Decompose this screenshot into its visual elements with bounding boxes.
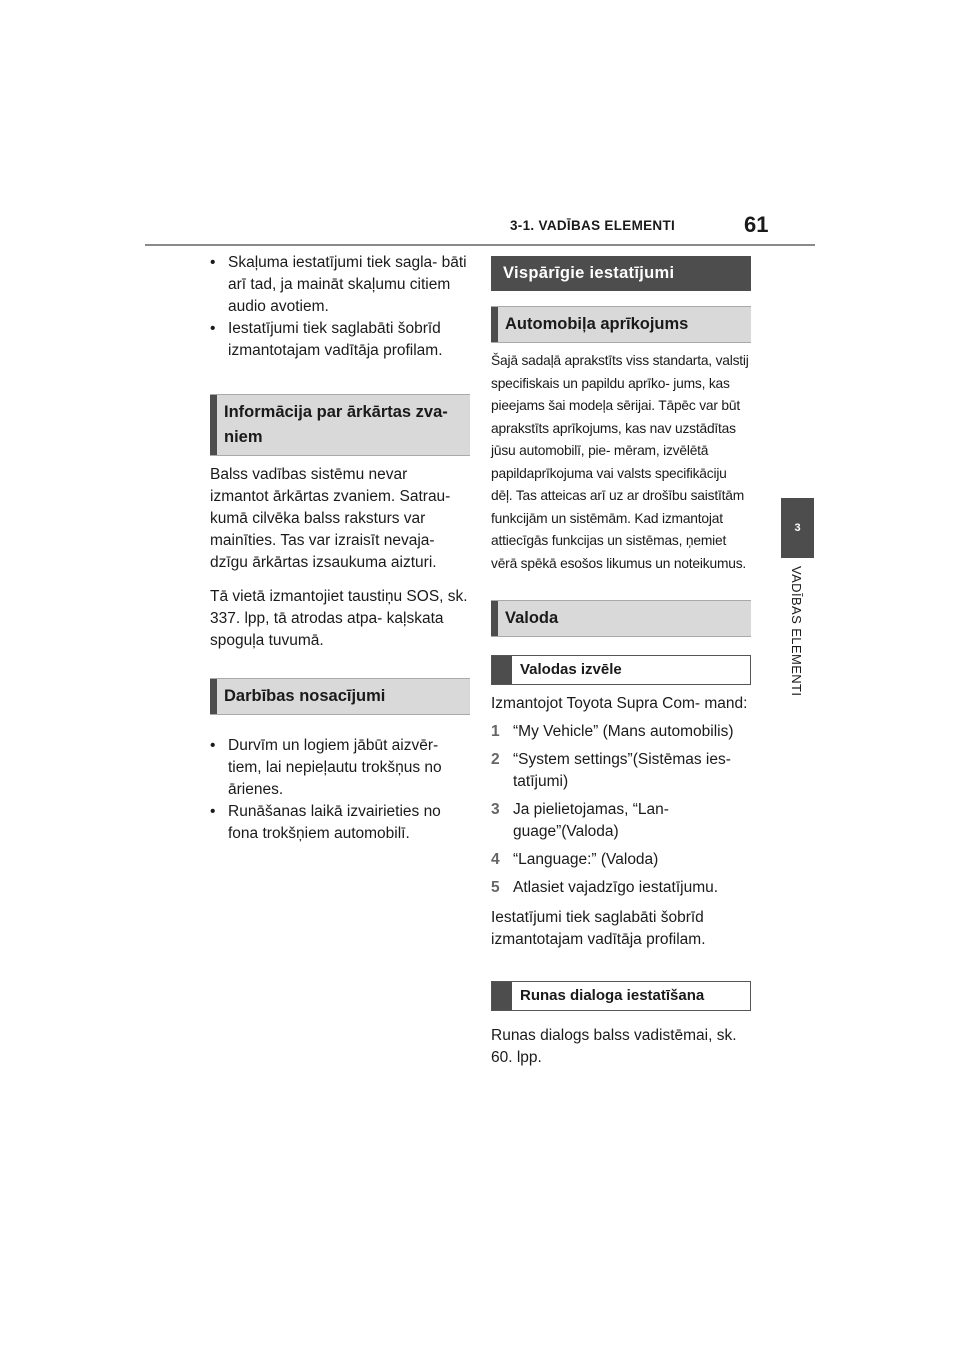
step-number: 3 [491, 801, 500, 818]
step-number: 5 [491, 879, 500, 896]
step-item [491, 721, 751, 743]
page-number: 61 [744, 212, 769, 237]
general-settings-heading-text: Vispārīgie iestatījumi [503, 264, 675, 282]
step-item [491, 849, 751, 871]
conditions-list [210, 735, 470, 845]
header-divider [145, 244, 815, 246]
step-number: 4 [491, 851, 500, 868]
list-item: • Runāšanas laikā izvairieties no fona trokšņiem automobilī. [210, 801, 470, 845]
step-text: “My Vehicle” (Mans automobilis) [513, 723, 734, 740]
sos-paragraph: Tā vietā izmantojiet taustiņu SOS, sk. 337. lpp, tā atrodas atpa- kaļskata spoguļa tuvumā. [210, 588, 468, 649]
step-text: Atlasiet vajadzīgo iestatījumu. [513, 879, 719, 896]
emergency-paragraph: Balss vadības sistēmu nevar izmantot ārkārtas zvaniem. Satrau- kumā cilvēka balss raksturs var mainīties. Tas var izraisīt nevaja- dzīgu ārkārtas izsaukuma aizturi. [210, 466, 451, 571]
volume-notes-list [210, 252, 470, 362]
language-selection-heading [491, 655, 751, 685]
chapter-side-label: VADĪBAS ELEMENTI [789, 566, 804, 697]
chapter-tab [781, 498, 814, 558]
step-number: 2 [491, 751, 500, 768]
step-text: Ja pielietojamas, “Lan- guage”(Valoda) [513, 801, 669, 840]
list-item: • Durvīm un logiem jābūt aizvēr- tiem, lai nepieļautu trokšņus no ārienes. [210, 735, 470, 801]
emergency-heading-text: Informācija par ārkārtas zva- niem [224, 403, 448, 446]
step-number: 1 [491, 723, 500, 740]
language-heading-text: Valoda [505, 609, 559, 627]
dialog-paragraph: Runas dialogs balss vadistēmai, sk. 60. lpp. [491, 1027, 737, 1066]
equipment-heading [491, 306, 751, 343]
dialog-settings-heading [491, 981, 751, 1011]
header-section-title: 3-1. VADĪBAS ELEMENTI [510, 218, 676, 233]
right-column [491, 256, 751, 1069]
list-item: • Skaļuma iestatījumi tiek sagla- bāti arī tad, ja maināt skaļumu citiem audio avotiem. [210, 252, 470, 318]
language-steps [491, 721, 751, 899]
language-selection-heading-text: Valodas izvēle [520, 661, 622, 678]
conditions-heading-text: Darbības nosacījumi [224, 687, 386, 705]
step-text: “Language:” (Valoda) [513, 851, 659, 868]
emergency-heading [210, 394, 470, 456]
conditions-heading [210, 678, 470, 715]
step-item [491, 749, 751, 793]
language-note: Iestatījumi tiek saglabāti šobrīd izmantotajam vadītāja profilam. [491, 909, 706, 948]
language-heading [491, 600, 751, 637]
language-intro: Izmantojot Toyota Supra Com- mand: [491, 695, 748, 712]
step-text: “System settings”(Sistēmas ies- tatījumi) [513, 751, 731, 790]
step-item [491, 799, 751, 843]
dialog-settings-heading-text: Runas dialoga iestatīšana [520, 987, 705, 1004]
left-column [210, 252, 470, 845]
equipment-paragraph: Šajā sadaļā aprakstīts viss standarta, valstij specifiskais un papildu aprīko- jums, kas pieejams šai modeļa sērijai. Tāpēc var būt aprakstīts aprīkojums, kas nav uzstādītas jūsu automobilī, pie- mēram, izvēlētā papildaprīkojuma vai valsts specifikāciju dēļ. Tas atteicas arī uz ar drošību saistītām funkcijām un sistēmām. Kad izmantojat attiecīgās funkcijas un sistēmas, ņemiet vērā spēkā esošos likumus un noteikumus. [491, 353, 749, 571]
equipment-heading-text: Automobiļa aprīkojums [505, 315, 689, 333]
list-item: • Iestatījumi tiek saglabāti šobrīd izmantotajam vadītāja profilam. [210, 318, 470, 362]
general-settings-heading [491, 256, 751, 291]
chapter-number: 3 [794, 522, 801, 534]
step-item [491, 877, 751, 899]
